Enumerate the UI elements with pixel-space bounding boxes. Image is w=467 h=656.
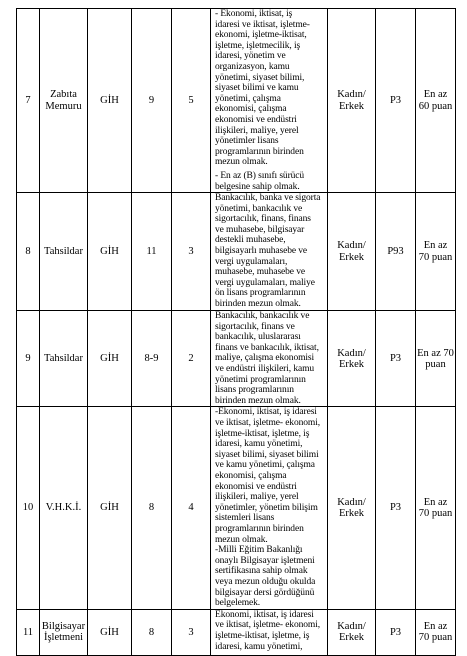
class-code: GİH [88, 407, 132, 609]
requirement-paragraph: -Ekonomi, iktisat, iş idaresi ve iktisat, işletme- ekonomi, işletme-iktisat, işletme, iş idaresi, kamu yönetimi, siyaset bilimi, siyaset bilimi ve kamu yönetimi, çalışma ekonomisi, çalışma ekonomisi ve endüstri ilişkileri, maliye, yerel yönetimler, yönetim bilişim sistemleri lisans programlarının birinden mezun olmak. -Milli Eğitim Bakanlığı onaylı Bilgisayar işletmeni sertifikasına sahip olmak veya mezun olduğu okulda bilgisayar dersi gördüğünü belgelemek. [215, 407, 321, 609]
gender-cell: Kadın/ Erkek [328, 609, 376, 655]
grade: 9 [132, 9, 172, 193]
score-type: P3 [376, 9, 416, 193]
minimum-score: En az 70 puan [416, 311, 456, 407]
position-title: Bilgisayar İşletmeni [40, 609, 88, 655]
requirement-paragraph: - Ekonomi, iktisat, iş idaresi ve iktisat, işletme- ekonomi, işletme-iktisat, işletme, işletmecilik, iş idaresi, yönetim ve organizasyon, kamu yönetimi, siyaset bilimi, siyaset bilimi ve kamu yönetimi, çalışma ekonomisi, çalışma ekonomisi ve endüstri ilişkileri, maliye, yerel yönetimler lisans programlarının birinden mezun olmak. [215, 9, 310, 168]
qualification-text [211, 609, 328, 655]
table-row [17, 9, 456, 193]
class-code: GİH [88, 609, 132, 655]
score-type: P3 [376, 311, 416, 407]
row-number: 9 [17, 311, 40, 407]
minimum-score: En az 70 puan [416, 609, 456, 655]
table-row [17, 407, 456, 609]
position-title: Zabıta Memuru [40, 9, 88, 193]
vacancy-count: 4 [172, 407, 211, 609]
minimum-score: En az 60 puan [416, 9, 456, 193]
table-row [17, 311, 456, 407]
row-number: 7 [17, 9, 40, 193]
gender-cell: Kadın/ Erkek [328, 9, 376, 193]
positions-table [16, 8, 456, 656]
row-number: 10 [17, 407, 40, 609]
qualification-text [211, 193, 328, 311]
vacancy-count: 3 [172, 193, 211, 311]
qualification-text [211, 9, 328, 193]
class-code: GİH [88, 311, 132, 407]
grade: 8-9 [132, 311, 172, 407]
class-code: GİH [88, 9, 132, 193]
position-title: Tahsildar [40, 193, 88, 311]
minimum-score: En az 70 puan [416, 193, 456, 311]
requirement-paragraph: Bankacılık, bankacılık ve sigortacılık, finans ve bankacılık, uluslararası finans ve bankacılık, iktisat, maliye, çalışma ekonomisi ve endüstri ilişkileri, kamu yönetimi programlarının lisans programlarının birinden mezun olmak. [215, 311, 319, 406]
class-code: GİH [88, 193, 132, 311]
requirement-paragraph: Ekonomi, iktisat, iş idaresi ve iktisat, işletme- ekonomi, işletme-iktisat, işletme, iş idaresi, kamu yönetimi, [215, 609, 321, 652]
vacancy-count: 2 [172, 311, 211, 407]
grade: 11 [132, 193, 172, 311]
qualification-text [211, 311, 328, 407]
vacancy-count: 3 [172, 609, 211, 655]
vacancy-count: 5 [172, 9, 211, 193]
table-row [17, 609, 456, 655]
row-number: 11 [17, 609, 40, 655]
gender-cell: Kadın/ Erkek [328, 193, 376, 311]
table-row [17, 193, 456, 311]
qualification-text [211, 407, 328, 609]
gender-cell: Kadın/ Erkek [328, 311, 376, 407]
requirement-paragraph: - En az (B) sınıfı sürücü belgesine sahip olmak. [215, 170, 305, 192]
score-type: P3 [376, 407, 416, 609]
requirement-paragraph: Bankacılık, banka ve sigorta yönetimi, bankacılık ve sigortacılık, finans, finans ve muhasebe, bilgisayar destekli muhasebe, bilgisayarlı muhasebe ve vergi uygulamaları, muhasebe, muhasebe ve vergi uygulamaları, maliye ön lisans programlarının birinden mezun olmak. [215, 193, 321, 310]
score-type: P3 [376, 609, 416, 655]
position-title: Tahsildar [40, 311, 88, 407]
row-number: 8 [17, 193, 40, 311]
score-type: P93 [376, 193, 416, 311]
grade: 8 [132, 609, 172, 655]
minimum-score: En az 70 puan [416, 407, 456, 609]
position-title: V.H.K.İ. [40, 407, 88, 609]
gender-cell: Kadın/ Erkek [328, 407, 376, 609]
grade: 8 [132, 407, 172, 609]
